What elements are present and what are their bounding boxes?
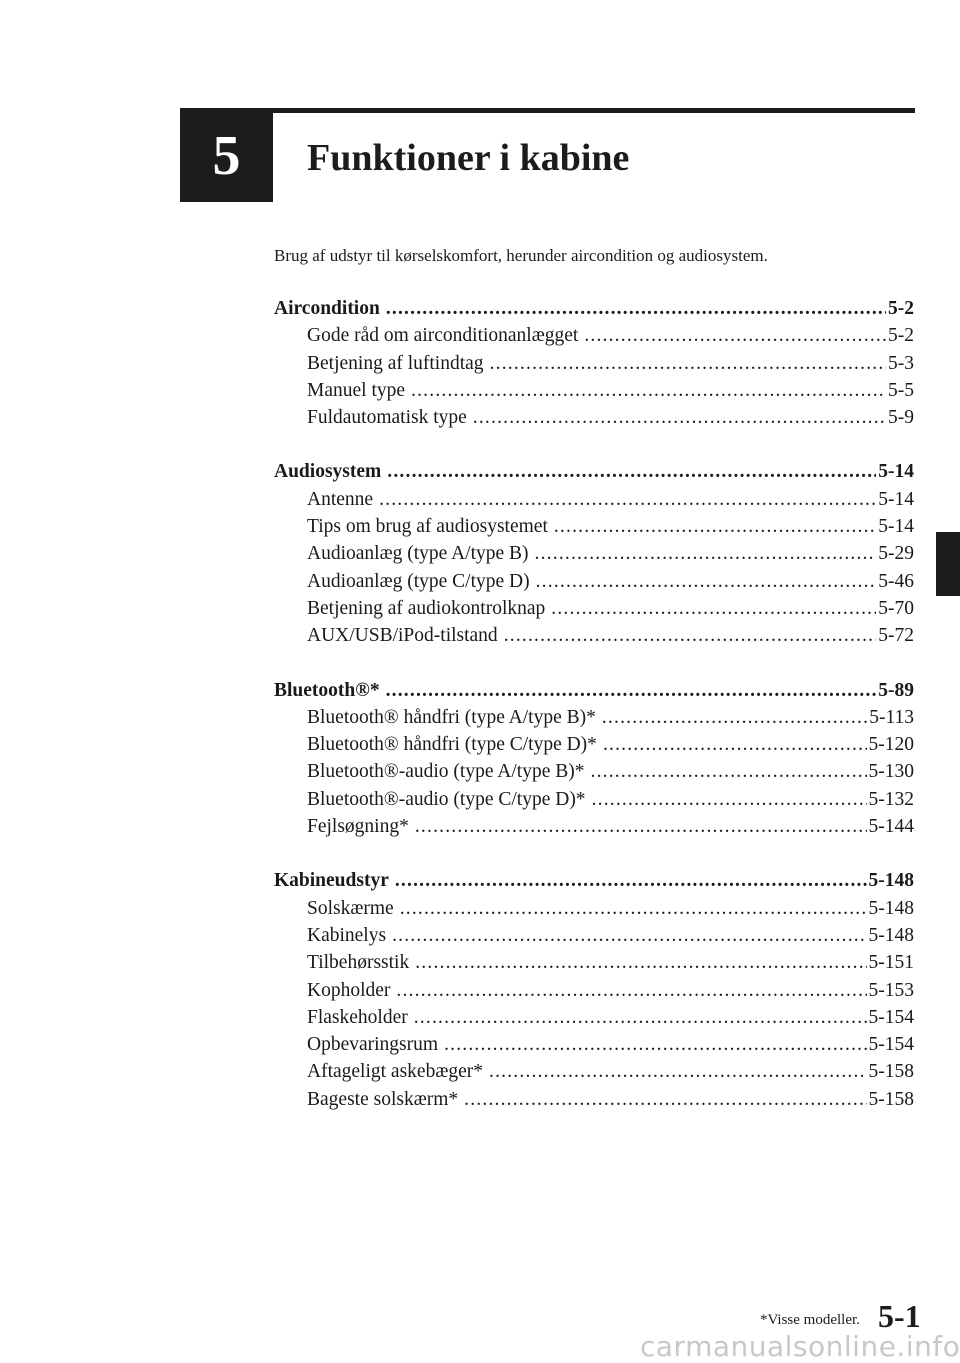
toc-group-gap xyxy=(274,653,914,680)
toc-item-row[interactable] xyxy=(274,489,914,516)
toc-entry-title: Bluetooth®-audio (type A/type B)* xyxy=(307,761,585,783)
toc-leader-dots xyxy=(603,734,867,756)
toc-item-row[interactable] xyxy=(274,898,914,925)
toc-entry-page: 5-154 xyxy=(868,1006,914,1028)
chapter-number: 5 xyxy=(212,125,241,187)
toc-entry-page: 5-154 xyxy=(868,1034,914,1056)
toc-entry-title: Manuel type xyxy=(307,379,406,401)
toc-entry-title: AUX/USB/iPod-tilstand xyxy=(307,625,498,647)
toc-entry-title: Fejlsøgning* xyxy=(307,816,409,838)
toc-entry-page: 5-158 xyxy=(868,1061,914,1083)
toc-entry-title: Antenne xyxy=(307,488,374,510)
toc-item-row[interactable] xyxy=(274,761,914,788)
toc-item-row[interactable] xyxy=(274,980,914,1007)
toc-leader-dots xyxy=(536,571,877,593)
footnote: *Visse modeller. xyxy=(760,1312,860,1328)
toc-entry-page: 5-14 xyxy=(878,516,914,538)
toc-entry-title: Bluetooth® håndfri (type C/type D)* xyxy=(307,734,597,756)
toc-entry-title: Fuldautomatisk type xyxy=(307,407,467,429)
toc-entry-title: Kabinelys xyxy=(307,924,387,946)
toc-item-row[interactable] xyxy=(274,789,914,816)
toc-item-row[interactable] xyxy=(274,1061,914,1088)
toc-entry-title: Betjening af luftindtag xyxy=(307,352,484,374)
toc-entry-page: 5-144 xyxy=(868,816,914,838)
toc-leader-dots xyxy=(400,898,867,920)
toc-entry-page: 5-148 xyxy=(868,870,914,892)
toc-item-row[interactable] xyxy=(274,407,914,434)
toc-entry-title: Tilbehørsstik xyxy=(307,952,410,974)
toc-leader-dots xyxy=(379,489,876,511)
toc-entry-title: Aircondition xyxy=(274,298,380,319)
toc-item-row[interactable] xyxy=(274,625,914,652)
toc-entry-page: 5-3 xyxy=(888,352,914,374)
toc-item-row[interactable] xyxy=(274,925,914,952)
toc-section-row[interactable] xyxy=(274,461,914,488)
toc-entry-page: 5-89 xyxy=(878,679,914,701)
toc-item-row[interactable] xyxy=(274,543,914,570)
toc-entry-page: 5-130 xyxy=(868,761,914,783)
toc-entry-page: 5-153 xyxy=(868,979,914,1001)
toc-entry-title: Bluetooth®* xyxy=(274,679,380,701)
table-of-contents xyxy=(274,298,914,1116)
toc-entry-page: 5-151 xyxy=(868,952,914,974)
toc-item-row[interactable] xyxy=(274,380,914,407)
toc-section-row[interactable] xyxy=(274,298,914,325)
toc-entry-title: Flaskeholder xyxy=(307,1006,408,1028)
toc-entry-page: 5-9 xyxy=(888,407,914,429)
toc-entry-page: 5-29 xyxy=(878,543,914,565)
toc-entry-title: Bluetooth®-audio (type C/type D)* xyxy=(307,788,586,810)
toc-entry-title: Betjening af audiokontrolknap xyxy=(307,597,546,619)
page-number: 5-1 xyxy=(878,1298,921,1334)
toc-entry-title: Bluetooth® håndfri (type A/type B)* xyxy=(307,706,596,728)
chapter-title: Funktioner i kabine xyxy=(307,137,630,179)
toc-entry-page: 5-148 xyxy=(868,924,914,946)
toc-item-row[interactable] xyxy=(274,353,914,380)
toc-entry-page: 5-72 xyxy=(878,625,914,647)
toc-item-row[interactable] xyxy=(274,1034,914,1061)
toc-entry-title: Tips om brug af audiosystemet xyxy=(307,516,548,538)
toc-entry-title: Solskærme xyxy=(307,897,394,919)
chapter-side-tab xyxy=(936,532,960,596)
chapter-number-badge xyxy=(180,110,273,202)
toc-item-row[interactable] xyxy=(274,1089,914,1116)
toc-item-row[interactable] xyxy=(274,952,914,979)
toc-leader-dots xyxy=(554,516,876,538)
toc-leader-dots xyxy=(414,1007,867,1029)
toc-leader-dots xyxy=(411,380,886,402)
toc-leader-dots xyxy=(444,1034,866,1056)
toc-entry-title: Kabineudstyr xyxy=(274,870,389,892)
toc-item-row[interactable] xyxy=(274,571,914,598)
toc-item-row[interactable] xyxy=(274,598,914,625)
toc-item-row[interactable] xyxy=(274,734,914,761)
toc-group-gap xyxy=(274,843,914,870)
toc-entry-title: Opbevaringsrum xyxy=(307,1034,439,1056)
toc-leader-dots xyxy=(395,870,867,892)
toc-leader-dots xyxy=(415,952,866,974)
toc-group-gap xyxy=(274,434,914,461)
toc-leader-dots xyxy=(392,925,866,947)
toc-leader-dots xyxy=(535,543,877,565)
toc-item-row[interactable] xyxy=(274,516,914,543)
toc-leader-dots xyxy=(489,1061,867,1083)
toc-leader-dots xyxy=(396,980,866,1002)
watermark: carmanualsonline.info xyxy=(640,1330,960,1363)
toc-leader-dots xyxy=(464,1089,866,1111)
chapter-top-rule xyxy=(180,108,915,113)
toc-entry-title: Audioanlæg (type C/type D) xyxy=(307,570,530,592)
toc-entry-page: 5-2 xyxy=(888,298,914,319)
toc-leader-dots xyxy=(386,680,877,702)
toc-leader-dots xyxy=(386,298,886,320)
toc-leader-dots xyxy=(591,761,867,783)
toc-entry-page: 5-2 xyxy=(888,325,914,347)
toc-entry-page: 5-14 xyxy=(878,488,914,510)
toc-entry-page: 5-132 xyxy=(868,788,914,810)
toc-leader-dots xyxy=(490,353,886,375)
toc-item-row[interactable] xyxy=(274,816,914,843)
toc-leader-dots xyxy=(473,407,886,429)
toc-entry-title: Gode råd om airconditionanlægget xyxy=(307,325,579,347)
toc-leader-dots xyxy=(602,707,867,729)
toc-entry-page: 5-113 xyxy=(869,706,914,728)
toc-entry-page: 5-14 xyxy=(878,461,914,483)
chapter-intro: Brug af udstyr til kørselskomfort, herunder aircondition og audiosystem. xyxy=(274,246,768,265)
toc-section-row[interactable] xyxy=(274,870,914,897)
toc-entry-page: 5-5 xyxy=(888,379,914,401)
toc-leader-dots xyxy=(592,789,867,811)
toc-leader-dots xyxy=(551,598,876,620)
toc-entry-page: 5-46 xyxy=(878,570,914,592)
toc-entry-page: 5-148 xyxy=(868,897,914,919)
toc-leader-dots xyxy=(504,625,877,647)
toc-entry-title: Bageste solskærm* xyxy=(307,1088,459,1110)
toc-item-row[interactable] xyxy=(274,1007,914,1034)
toc-section-row[interactable] xyxy=(274,680,914,707)
toc-entry-title: Audiosystem xyxy=(274,461,382,483)
toc-entry-title: Audioanlæg (type A/type B) xyxy=(307,543,529,565)
toc-entry-page: 5-120 xyxy=(868,734,914,756)
toc-item-row[interactable] xyxy=(274,325,914,352)
toc-leader-dots xyxy=(387,461,876,483)
toc-item-row[interactable] xyxy=(274,707,914,734)
toc-leader-dots xyxy=(415,816,867,838)
toc-entry-title: Aftageligt askebæger* xyxy=(307,1061,483,1083)
toc-entry-page: 5-70 xyxy=(878,597,914,619)
toc-entry-page: 5-158 xyxy=(868,1088,914,1110)
toc-entry-title: Kopholder xyxy=(307,979,391,1001)
toc-leader-dots xyxy=(584,325,886,347)
